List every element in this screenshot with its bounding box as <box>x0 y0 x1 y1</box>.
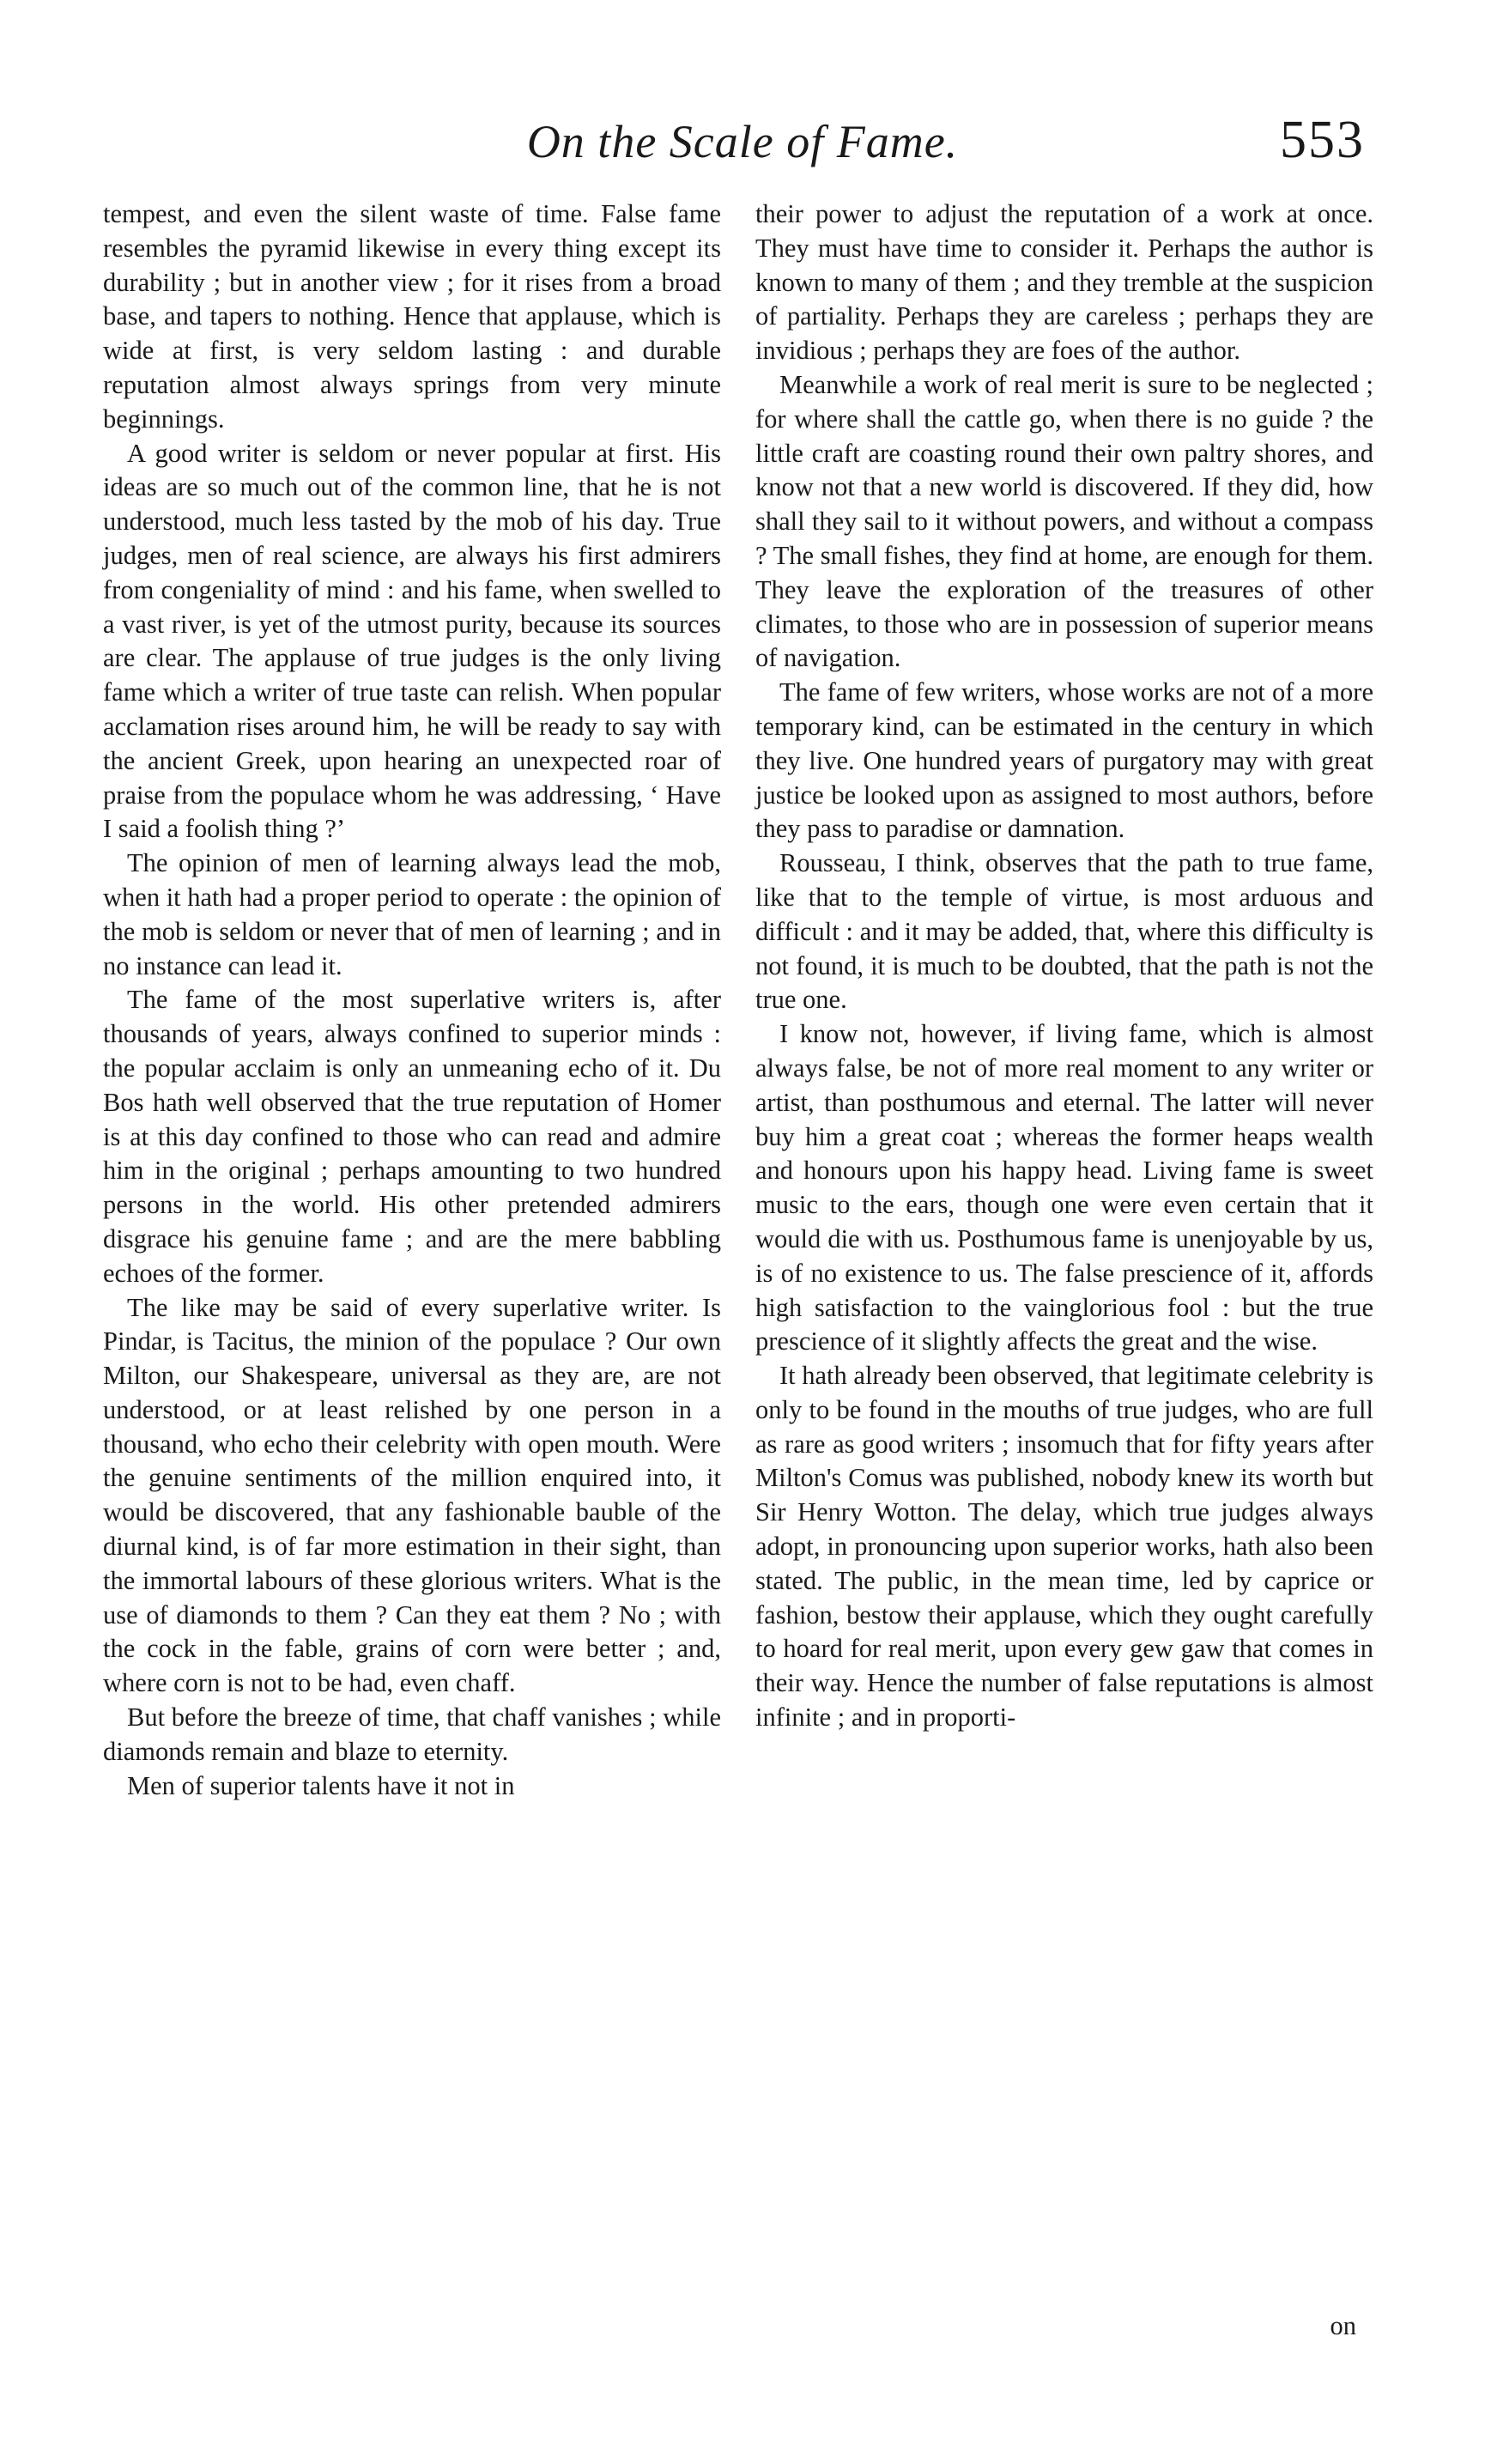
paragraph: But before the breeze of time, that chaff vanishes ; while diamonds remain and blaze to eternity. <box>103 1702 721 1766</box>
page-number: 553 <box>1280 111 1365 169</box>
paragraph: A good writer is seldom or never popular at first. His ideas are so much out of the common line, that he is not understood, much less tasted by the mob of his day. True judges, men of real science, are always his first admirers from congeniality of mind : and his fame, when swelled to a vast river, is yet of the utmost purity, because its sources are clear. The applause of true judges is the only living fame which a writer of true taste can relish. When popular acclamation rises around him, he will be ready to say with the ancient Greek, upon hearing an unexpected roar of praise from the populace whom he was addressing, ‘ Have I said a foolish thing ?’ <box>103 438 721 844</box>
right-column <box>755 197 1373 1735</box>
paragraph: The opinion of men of learning always lead the mob, when it hath had a proper period to operate : the opinion of the mob is seldom or never that of men of learning ; and in no instance can lead it. <box>103 848 721 980</box>
paragraph: It hath already been observed, that legitimate celebrity is only to be found in the mouths of true judges, who are full as rare as good writers ; insomuch that for fifty years after Milton's Comus was published, nobody knew its worth but Sir Henry Wotton. The delay, which true judges always adopt, in pronouncing upon superior works, hath also been stated. The public, in the mean time, led by caprice or fashion, bestow their applause, which they ought carefully to hoard for real merit, upon every gew gaw that comes in their way. Hence the number of false reputations is almost infinite ; and in proporti- <box>755 1361 1373 1733</box>
paragraph: The fame of the most superlative writers is, after thousands of years, always confined to superior minds : the popular acclaim is only an unmeaning echo of it. Du Bos hath well observed that the true reputation of Homer is at this day confined to those who can read and admire him in the original ; perhaps amounting to two hundred persons in the world. His other pretended admirers disgrace his genuine fame ; and are the mere babbling echoes of the former. <box>103 985 721 1288</box>
paragraph: Rousseau, I think, observes that the path to true fame, like that to the temple of virtue, is most arduous and difficult : and it may be added, that, where this difficulty is not found, it is much to be doubted, that the path is not the true one. <box>755 848 1373 1015</box>
running-title: On the Scale of Fame. <box>526 116 959 167</box>
paragraph: The fame of few writers, whose works are not of a more temporary kind, can be estimated in the century in which they live. One hundred years of purgatory may with great justice be looked upon as assigned to most authors, before they pass to paradise or damnation. <box>755 677 1373 844</box>
paragraph: Meanwhile a work of real merit is sure to be neglected ; for where shall the cattle go, when there is no guide ? the little craft are coasting round their own paltry shores, and know not that a new world is discovered. If they did, how shall they sail to it without powers, and without a compass ? The small fishes, they find at home, are enough for them. They leave the exploration of the treasures of other climates, to those who are in possession of superior means of navigation. <box>755 369 1373 673</box>
paragraph: their power to adjust the reputation of a work at once. They must have time to consider it. Perhaps the author is known to many of them ; and they tremble at the suspicion of partiality. Perhaps they are careless ; perhaps they are invidious ; perhaps they are foes of the author. <box>755 199 1373 366</box>
left-column <box>103 197 721 1803</box>
paragraph: Men of superior talents have it not in <box>127 1770 515 1800</box>
catchword: on <box>1330 2311 1356 2340</box>
paragraph: I know not, however, if living fame, which is almost always false, be not of more real moment to any writer or artist, than posthumous and eternal. The latter will never buy him a great coat ; whereas the former heaps wealth and honours upon his happy head. Living fame is sweet music to the ears, though one were even certain that it would die with us. Posthumous fame is unenjoyable by us, is of no existence to us. The false prescience of it, affords high satisfaction to the vainglorious fool : but the true prescience of it slightly affects the great and the wise. <box>755 1019 1373 1356</box>
paragraph: The like may be said of every superlative writer. Is Pindar, is Tacitus, the minion of the populace ? Our own Milton, our Shakespeare, universal as they are, are not understood, or at least relished by one person in a thousand, who echo their celebrity with open mouth. Were the genuine sentiments of the million enquired into, it would be discovered, that any fashionable bauble of the diurnal kind, is of far more estimation in their sight, than the immortal labours of these glorious writers. What is the use of diamonds to them ? Can they eat them ? No ; with the cock in the fable, grains of corn were better ; and, where corn is not to be had, even chaff. <box>103 1292 721 1698</box>
paragraph: tempest, and even the silent waste of time. False fame resembles the pyramid likewise in every thing except its durability ; but in another view ; for it rises from a broad base, and tapers to nothing. Hence that applause, which is wide at first, is very seldom lasting : and durable reputation almost always springs from very minute beginnings. <box>103 199 721 434</box>
